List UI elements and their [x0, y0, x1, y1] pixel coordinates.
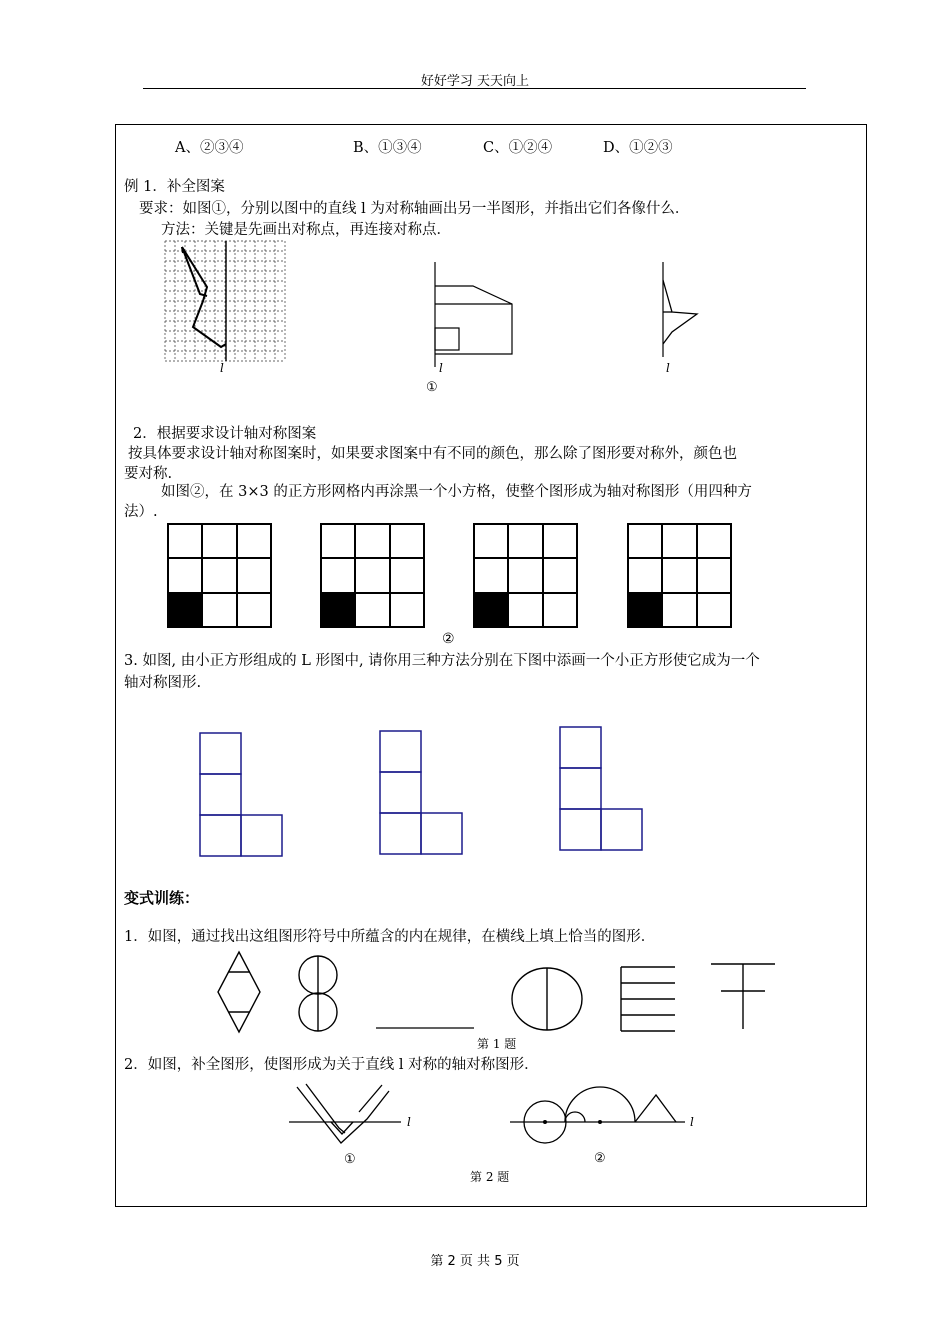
q1-caption: 第 1 题 — [477, 1037, 517, 1051]
option-c: C、①②④ — [483, 140, 553, 156]
option-a: A、②③④ — [175, 140, 244, 156]
example1-method: 方法：关键是先画出对称点，再连接对称点． — [161, 222, 451, 238]
l-shape-2 — [379, 730, 464, 856]
q2-caption: 第 2 题 — [470, 1170, 510, 1184]
figure-star-half — [655, 262, 715, 387]
problem3-line2: 轴对称图形. — [124, 675, 202, 691]
example1-requirement: 要求：如图①，分别以图中的直线 l 为对称轴画出另一半图形，并指出它们各像什么． — [139, 201, 690, 217]
figure-caption-2: ② — [442, 631, 455, 647]
q2-figure-label-2: ② — [594, 1151, 606, 1166]
problem2-line4: 法）. — [124, 504, 158, 520]
grid-3x3-4 — [627, 523, 732, 628]
axis-label-l: l — [666, 361, 670, 375]
problem2-line3: 如图②，在 3×3 的正方形网格内再涂黑一个小方格，使整个图形成为轴对称图形（用四种方 — [161, 484, 752, 500]
page-footer: 第 2 页 共 5 页 — [430, 1254, 520, 1269]
axis-label-l: l — [220, 361, 224, 375]
option-d: D、①②③ — [603, 140, 673, 156]
q1-answer-blank — [376, 1025, 476, 1031]
axis-label-l: l — [439, 361, 443, 375]
grid-3x3-1 — [167, 523, 272, 628]
variant-q1: 1．如图，通过找出这组图形符号中所蕴含的内在规律，在横线上填上恰当的图形． — [124, 929, 656, 945]
variant-title: 变式训练： — [124, 889, 200, 907]
l-shape-3 — [559, 726, 644, 852]
figure-caption-1: ① — [426, 380, 438, 395]
grid-3x3-3 — [473, 523, 578, 628]
example1-title: 例 1．补全图案 — [124, 179, 225, 195]
q1-eight-symbol — [294, 955, 344, 1035]
problem2-title: 2．根据要求设计轴对称图案 — [133, 426, 317, 442]
q2-figure-label-1: ① — [344, 1152, 356, 1167]
q1-e-symbol — [619, 965, 679, 1033]
problem2-line2: 要对称. — [124, 466, 173, 482]
q2-figure-v-shape — [289, 1083, 419, 1168]
l-shape-1 — [199, 732, 284, 858]
option-b: B、①③④ — [353, 140, 422, 156]
grid-3x3-2 — [320, 523, 425, 628]
q2-axis-label-1: l — [407, 1115, 411, 1129]
variant-q2: 2．如图，补全图形，使图形成为关于直线 l 对称的轴对称图形． — [124, 1057, 539, 1073]
q1-circle-symbol — [510, 966, 586, 1034]
figure-grid-polygon — [163, 241, 288, 376]
problem3-line1: 3. 如图, 由小正方形组成的 L 形图中, 请你用三种方法分别在下图中添画一个小正方形使它成为一个 — [124, 653, 760, 669]
q1-diamond-symbol — [216, 950, 264, 1035]
problem2-line1: 按具体要求设计轴对称图案时，如果要求图案中有不同的颜色，那么除了图形要对称外，颜色也 — [128, 446, 737, 462]
q2-figure-circles — [510, 1082, 700, 1167]
header-rule — [143, 88, 806, 89]
q1-gan-symbol — [709, 961, 779, 1033]
q2-axis-label-2: l — [690, 1115, 694, 1129]
page-header: 好好学习 天天向上 — [420, 74, 530, 89]
figure-house-half — [425, 262, 525, 395]
